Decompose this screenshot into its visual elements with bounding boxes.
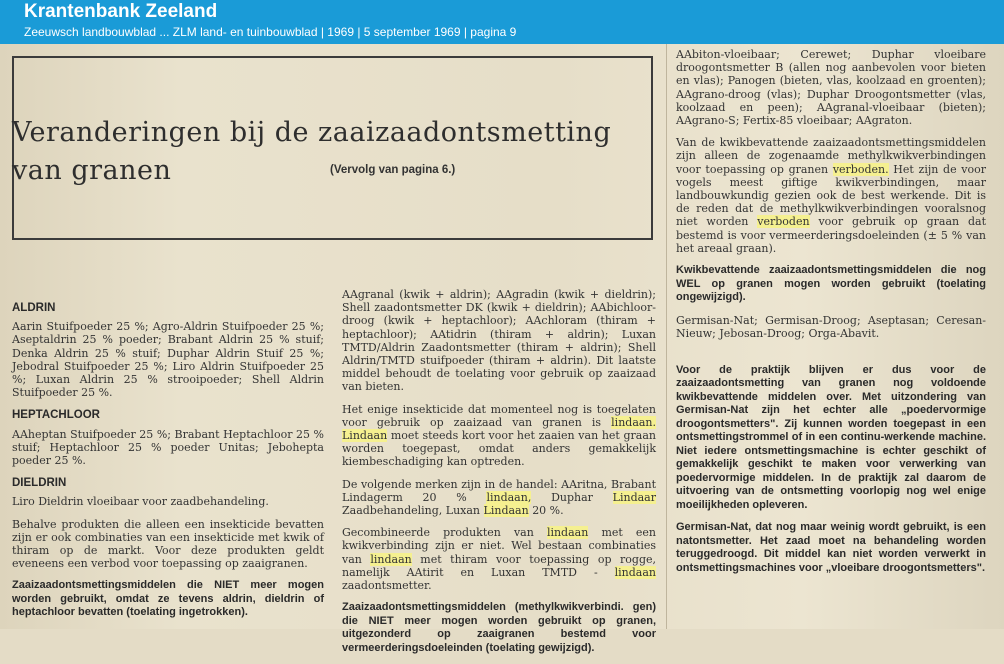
site-title[interactable]: Krantenbank Zeeland <box>24 1 218 22</box>
paragraph-aabiton: AAbiton-vloeibaar; Cerewet; Duphar vloeibare droogontsmetter B (allen nog aanbevolen voor bieten en vlas); Panogen (bieten, vlas, koolzaad en groenten); AAgrano-droog (vlas); Duphar Droogontsmetter (vlas, koolzaad en peen); AAgranal-vloeibaar (bieten); AAgrano-S; Fertix-85 vloeibaar; AAgraton. <box>676 48 986 128</box>
headline-line-1: Veranderingen bij de zaaizaadontsmetting <box>12 117 612 148</box>
search-highlight: verboden <box>757 215 810 229</box>
paragraph-germisan-nat: Germisan-Nat, dat nog maar weinig wordt gebruikt, is een natontsmetter. Het zaad moet na behandeling worden teruggedroogd. Dit middel kan niet worden verwerkt in ontsmettingsmachines voor „vloeibare droogontsmetters". <box>676 521 986 574</box>
column-1 <box>12 292 324 629</box>
continued-note: (Vervolg van pagina 6.) <box>330 164 456 176</box>
heading-aldrin: ALDRIN <box>12 302 56 314</box>
search-highlight: lindaan <box>614 565 656 579</box>
column-2 <box>342 288 656 664</box>
paragraph-methylkwik: Zaaizaadontsmettingsmiddelen (methylkwikverbindi. gen) die NIET meer mogen worden gebruikt op granen, uitgezonderd op zaaigranen bestemd voor vermeerderingsdoeleinden (toelating gewijzigd). <box>342 601 656 654</box>
newspaper-page <box>0 44 1004 654</box>
top-bar <box>0 0 1004 44</box>
search-highlight: lindaan <box>370 552 412 566</box>
search-highlight: lindaan <box>546 526 589 540</box>
search-highlight: Lindaan <box>483 504 529 518</box>
paragraph-gecombineerd: Gecombineerde produkten van lindaan met een kwikverbinding zijn er niet. Wel bestaan combinaties van lindaan met thiram voor toepassing op rogge, namelijk AAtirit en Luxan TMTD - lindaan zaadontsmetter. <box>342 526 657 593</box>
paragraph-praktijk: Voor de praktijk blijven er dus voor de zaaizaadontsmetting van granen nog voldoende kwikbevattende middelen over. Met uitzondering van Germisan-Nat zijn het echter alle „poedervormige droogontsmetters". Zij kunnen worden toegepast in een ontsmettingstrommel of in een continu-werkende machine. Niet iedere ontsmettingsmachine is echter geschikt of gemakkelijk geschikt te maken voor verwerking van poedervormige middelen. In de praktijk zal daarom de uitvoering van de ontsmetting voorlopig nog wel enige moeilijkheden opleveren. <box>676 363 986 511</box>
search-highlight: lindaan, <box>486 490 532 504</box>
paragraph-heptachloor: AAheptan Stuifpoeder 25 %; Brabant Heptachloor 25 % stuif; Heptachloor 25 % poeder Unitas; Jebohepta poeder 25 %. <box>12 427 324 468</box>
column-divider <box>666 44 667 629</box>
search-highlight: Lindaar <box>612 490 656 504</box>
paragraph-kwikbevattend: Van de kwikbevattende zaaizaadontsmettingsmiddelen zijn alleen de zogenaamde methylkwikverbindingen voor toepassing op granen verboden. Het zijn de voor vogels meest giftige kwikverbindingen, maar landbouwkundig gezien ook de best werkende. Dit is de reden dat de methylkwikverbindingen vooralsnog niet worden verboden voor gebruik op graan dat bestemd is voor vermeerderingsdoeleinden (± 5 % van het areaal graan). <box>676 136 986 255</box>
paragraph-germisan-list: Germisan-Nat; Germisan-Droog; Aseptasan; Ceresan-Nieuw; Jebosan-Droog; Orga-Abavit. <box>676 313 986 340</box>
paragraph-insekticide: Het enige insekticide dat momenteel nog is toegelaten voor gebruik op zaaizaad van granen is lindaan. Lindaan moet steeds kort voor het zaaien van het graan worden toegepast, omdat anders gemakkelijk kiembeschadiging kan optreden. <box>342 402 657 469</box>
headline-line-2: van granen <box>12 155 172 186</box>
paragraph-aldrin: Aarin Stuifpoeder 25 %; Agro-Aldrin Stuifpoeder 25 %; Aseptaldrin 25 % poeder; Brabant Aldrin 25 % stuif; Denka Aldrin 25 % stuif; Duphar Aldrin Stuif 25 %; Jebodral Stuifpoeder 25 %; Liro Aldrin Stuifpoeder 25 %; Luxan Aldrin 25 % strooipoeder; Shell Aldrin Stuifpoeder 25 %. <box>12 320 324 400</box>
heading-dieldrin: DIELDRIN <box>12 477 67 490</box>
search-highlight: verboden. <box>832 162 889 176</box>
breadcrumb[interactable]: Zeeuwsch landbouwblad ... ZLM land- en tuinbouwblad | 1969 | 5 september 1969 | pagina 9 <box>24 25 517 39</box>
paragraph-nog-wel: Kwikbevattende zaaizaadontsmettingsmiddelen die nog WEL op granen mogen worden gebruikt (toelating ongewijzigd). <box>676 264 986 304</box>
paragraph-dieldrin: Liro Dieldrin vloeibaar voor zaadbehandeling. <box>12 495 269 509</box>
search-highlight: lindaan. Lindaan <box>342 415 657 443</box>
paragraph-behalve: Behalve produkten die alleen een insekticide bevatten zijn er ook combinaties van een insekticide met kwik of thiram op de markt. Voor deze produkten geldt eveneens een verbod voor toepassing op zaaigranen. <box>12 517 324 571</box>
paragraph-merken: De volgende merken zijn in de handel: AAritna, Brabant Lindagerm 20 % lindaan, Duphar Lindaar Zaadbehandeling, Luxan Lindaan 20 %. <box>342 477 656 518</box>
heading-heptachloor: HEPTACHLOOR <box>12 409 100 422</box>
paragraph-niet-meer: Zaaizaadontsmettingsmiddelen die NIET meer mogen worden gebruikt, omdat ze tevens aldrin, dieldrin of heptachloor bevatten (toelating ingetrokken). <box>12 579 324 619</box>
paragraph-combinaties: AAgranal (kwik + aldrin); AAgradin (kwik + dieldrin); Shell zaadontsmetter DK (kwik + dieldrin); AAbichloor-droog (kwik + heptachloor); AAchloram (thiram + heptachloor); AAtidrin (thiram + aldrin); Luxan TMTD/Aldrin Zaadontsmetter (thiram + aldrin); Shell Aldrin/TMTD stuifpoeder (thiram + aldrin). Dit laatste middel behoudt de toelating voor gebruik op zaaizaad van bieten. <box>342 288 656 394</box>
article-headline <box>12 114 611 190</box>
column-3 <box>676 48 986 584</box>
